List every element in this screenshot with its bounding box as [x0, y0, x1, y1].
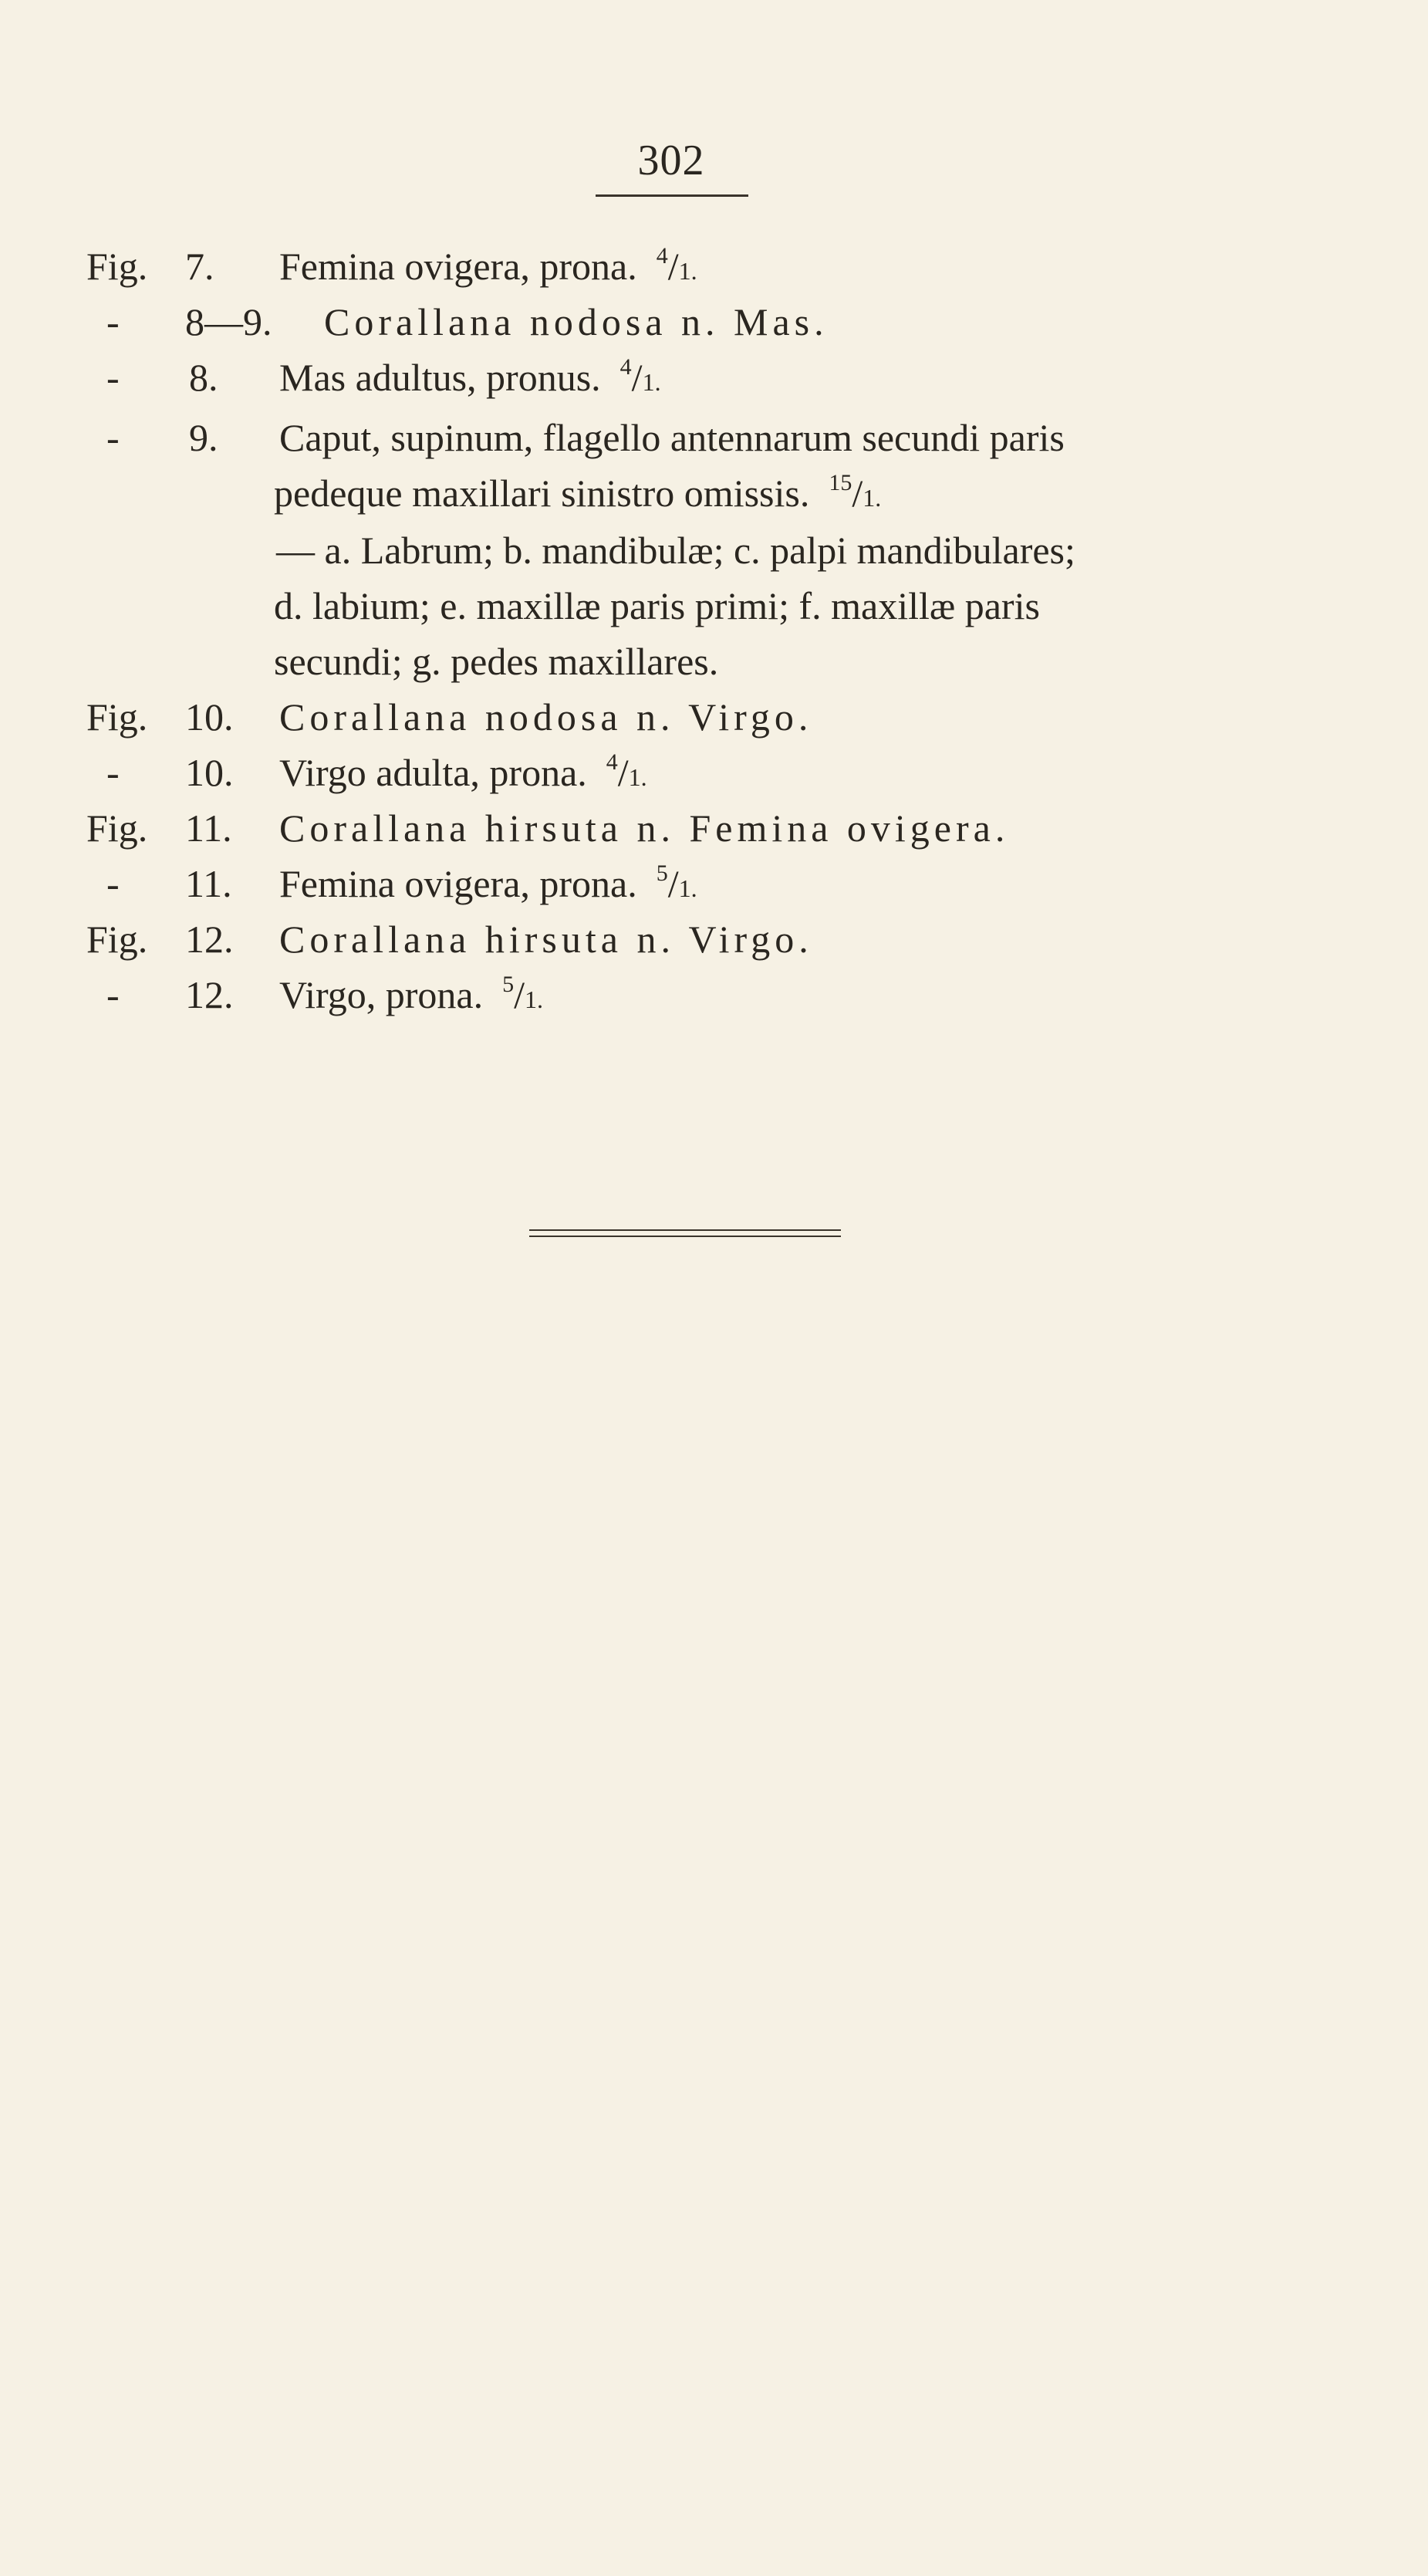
fig-number: 8—9.	[185, 300, 272, 343]
caption-text: pedeque maxillari sinistro omissis. $^{15}$/1.	[274, 470, 882, 515]
caption-line	[0, 749, 1428, 796]
fig-number: 7.	[185, 245, 214, 288]
caption-text: Caput, supinum, flagello antennarum secundi paris	[279, 416, 1065, 459]
caption-line	[0, 243, 1428, 289]
scale-denominator: 1.	[863, 484, 882, 512]
caption-text: Corallana nodosa n. Mas.	[324, 300, 829, 343]
fig-number: 11.	[185, 862, 232, 905]
caption-continuation	[0, 470, 1428, 516]
caption-text: Mas adultus, pronus. $^4$/1.	[279, 354, 661, 399]
scale-numerator: 4	[606, 749, 618, 775]
caption-continuation	[0, 527, 1428, 573]
caption-text: Corallana hirsuta n. Femina ovigera.	[279, 806, 1010, 850]
fig-number: 11.	[185, 806, 232, 850]
scale-numerator: 4	[656, 243, 668, 269]
end-rule	[529, 1229, 841, 1231]
scale-numerator: 5	[656, 860, 668, 886]
fig-number: 10.	[185, 751, 234, 794]
caption-line	[0, 694, 1428, 740]
fig-label: Fig.	[86, 695, 148, 739]
caption-text: Virgo, prona. $^5$/1.	[279, 972, 543, 1016]
caption-line	[0, 972, 1428, 1018]
scale-numerator: 15	[829, 470, 852, 495]
fig-label: Fig.	[86, 918, 148, 961]
caption-line	[0, 414, 1428, 461]
ditto-dash: -	[106, 973, 120, 1016]
fig-number: 12.	[185, 973, 234, 1016]
caption-line	[0, 805, 1428, 851]
ditto-dash: -	[106, 300, 120, 343]
scale-denominator: 1.	[525, 985, 543, 1013]
ditto-dash: -	[106, 356, 120, 399]
caption-line	[0, 916, 1428, 962]
caption-text: Femina ovigera, prona. $^4$/1.	[279, 243, 697, 288]
caption-text: Corallana nodosa n. Virgo.	[279, 695, 813, 739]
caption-text: Femina ovigera, prona. $^5$/1.	[279, 860, 697, 905]
caption-text: d. labium; e. maxillæ paris primi; f. maxillæ paris	[274, 584, 1040, 627]
end-rule	[529, 1236, 841, 1237]
scale-denominator: 1.	[678, 257, 697, 285]
page-number-rule	[596, 194, 748, 197]
caption-text: — a. Labrum; b. mandibulæ; c. palpi mandibulares;	[276, 529, 1075, 572]
ditto-dash: -	[106, 862, 120, 905]
caption-line	[0, 299, 1428, 345]
scale-numerator: 5	[502, 972, 515, 997]
fig-number: 12.	[185, 918, 234, 961]
fig-number: 10.	[185, 695, 234, 739]
ditto-dash: -	[106, 751, 120, 794]
scale-denominator: 1.	[642, 368, 661, 396]
caption-text: Corallana hirsuta n. Virgo.	[279, 918, 813, 961]
caption-line	[0, 354, 1428, 401]
caption-continuation	[0, 583, 1428, 629]
page-number: 302	[637, 137, 705, 184]
fig-label: Fig.	[86, 245, 148, 288]
scale-denominator: 1.	[628, 763, 647, 791]
scale-numerator: 4	[619, 354, 632, 380]
fig-number: 8.	[189, 356, 218, 399]
caption-text: secundi; g. pedes maxillares.	[274, 640, 719, 683]
caption-text: Virgo adulta, prona. $^4$/1.	[279, 749, 647, 794]
fig-label: Fig.	[86, 806, 148, 850]
scale-denominator: 1.	[678, 874, 697, 902]
ditto-dash: -	[106, 416, 120, 459]
caption-continuation	[0, 638, 1428, 685]
fig-number: 9.	[189, 416, 218, 459]
caption-line	[0, 860, 1428, 907]
